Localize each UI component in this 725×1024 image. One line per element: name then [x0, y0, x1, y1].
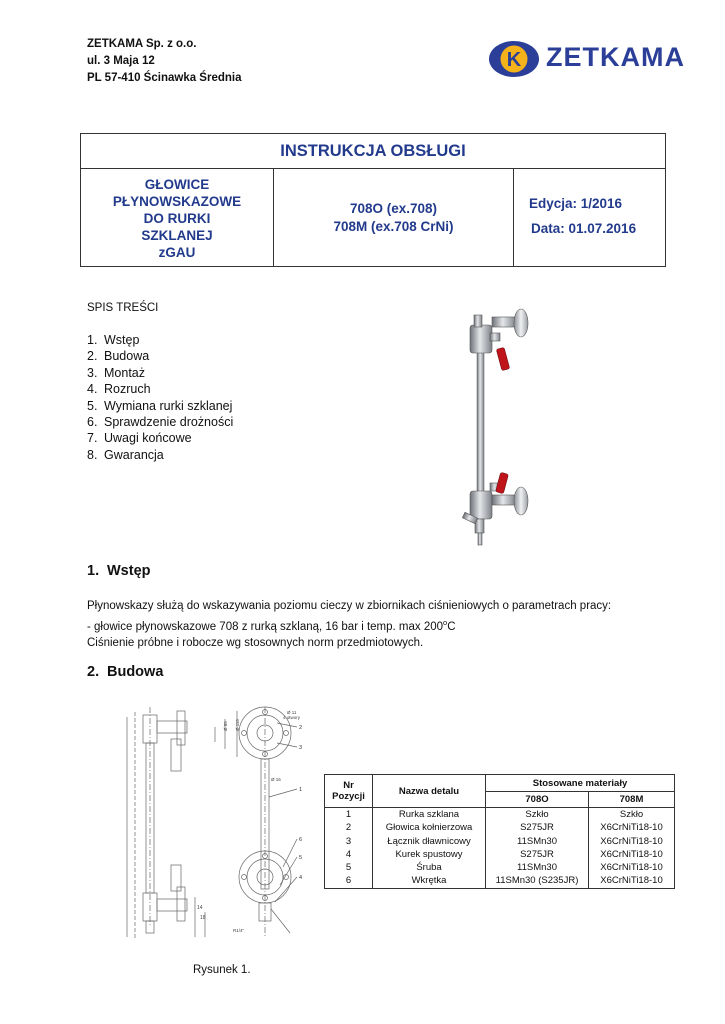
- toc-item-label: Montaż: [104, 365, 145, 380]
- section-number: 1.: [87, 563, 100, 579]
- edition-cell: [514, 169, 666, 267]
- toc-item: [87, 398, 233, 414]
- intro-paragraph: [87, 598, 611, 651]
- callout-6: 6: [299, 837, 303, 843]
- table-row: 4 Kurek spustowy S275JR X6CrNiTi18-10: [325, 848, 675, 861]
- toc-item-label: Wstęp: [104, 333, 140, 347]
- dim-18: 18: [200, 915, 206, 921]
- document-header: [80, 133, 666, 267]
- dim-hole-diameter: Ø 11: [287, 710, 297, 715]
- section-title: Budowa: [107, 664, 164, 680]
- column-header-708m: 708M: [589, 792, 675, 808]
- toc-item-number: 6.: [87, 415, 98, 430]
- model-cell: [274, 169, 514, 267]
- toc-item-number: 5.: [87, 398, 98, 413]
- logo-letter: K: [506, 49, 522, 71]
- callout-2: 2: [299, 725, 303, 731]
- product-line: zGAU: [158, 244, 196, 260]
- figure-caption: Rysunek 1.: [193, 964, 251, 976]
- toc-item-label: Budowa: [104, 349, 150, 364]
- callout-3: 3: [299, 745, 303, 751]
- toc-item-number: 7.: [87, 431, 98, 446]
- column-header-nr: Nr Pozycji: [325, 775, 373, 808]
- column-header-708o: 708O: [486, 792, 589, 808]
- column-header-name: Nazwa detalu: [373, 775, 486, 808]
- dim-flange: Ø 115: [235, 719, 240, 731]
- dim-bolt-circle: Ø 85: [223, 721, 228, 731]
- toc-item: [87, 348, 233, 364]
- product-line: DO RURKI: [143, 210, 211, 226]
- section-number: 2.: [87, 664, 100, 680]
- toc-item: [87, 414, 233, 430]
- toc-item-number: 8.: [87, 447, 98, 462]
- table-row: 2 Głowica kołnierzowa S275JR X6CrNiTi18-10: [325, 821, 675, 834]
- callout-1: 1: [299, 787, 303, 793]
- toc-item: [87, 365, 233, 381]
- zetkama-logo: [488, 40, 693, 78]
- toc-item-number: 1.: [87, 333, 98, 347]
- product-line: PŁYNOWSKAZOWE: [112, 193, 242, 209]
- company-address: [87, 36, 241, 87]
- toc-item: [87, 430, 233, 446]
- toc-title: SPIS TREŚCI: [87, 302, 159, 314]
- company-name: ZETKAMA Sp. z o.o.: [87, 38, 197, 50]
- dim-thread: R1/4": [233, 928, 245, 933]
- toc-item: [87, 332, 233, 348]
- logo-text: ZETKAMA: [546, 42, 685, 72]
- table-of-contents: [87, 332, 233, 463]
- product-photo: [455, 303, 545, 548]
- toc-item-label: Sprawdzenie drożności: [104, 415, 234, 430]
- technical-drawing: [115, 697, 315, 947]
- section-heading-intro: [87, 563, 151, 579]
- toc-item-number: 2.: [87, 349, 98, 364]
- callout-4: 4: [299, 875, 303, 881]
- column-header-materials: Stosowane materiały: [486, 775, 675, 792]
- intro-line: Płynowskazy służą do wskazywania poziomu cieczy w zbiornikach ciśnieniowych o parametrach pracy:: [87, 600, 612, 612]
- toc-item-label: Gwarancja: [104, 447, 164, 462]
- toc-item-number: 3.: [87, 365, 98, 380]
- dim-tube: Ø 16: [271, 777, 281, 782]
- company-street: ul. 3 Maja 12: [87, 55, 155, 67]
- document-title: INSTRUKCJA OBSŁUGI: [81, 134, 665, 169]
- section-heading-construction: [87, 664, 163, 680]
- edition-text: Edycja: 1/2016: [529, 196, 623, 211]
- table-row: 6 Wkrętka 11SMn30 (S235JR) X6CrNiTi18-10: [325, 874, 675, 888]
- toc-item: [87, 381, 233, 397]
- table-row: 3 Łącznik dławnicowy 11SMn30 X6CrNiTi18-10: [325, 835, 675, 848]
- toc-item-label: Wymiana rurki szklanej: [104, 398, 233, 413]
- table-row: 5 Śruba 11SMn30 X6CrNiTi18-10: [325, 861, 675, 874]
- holes-note: 4 otwory: [283, 715, 301, 720]
- dim-14: 14: [197, 905, 203, 911]
- toc-item: [87, 447, 233, 463]
- materials-table: [324, 774, 675, 889]
- section-title: Wstęp: [107, 563, 151, 579]
- product-name-cell: [81, 169, 274, 267]
- product-line: SZKLANEJ: [141, 227, 213, 243]
- product-line: GŁOWICE: [144, 176, 210, 192]
- company-city: PL 57-410 Ścinawka Średnia: [87, 72, 242, 84]
- logo-emblem-icon: [488, 40, 540, 78]
- model-line: 708O (ex.708): [349, 201, 438, 216]
- toc-item-number: 4.: [87, 382, 98, 397]
- toc-item-label: Rozruch: [104, 382, 151, 397]
- callout-5: 5: [299, 855, 303, 861]
- intro-line: Ciśnienie próbne i robocze wg stosownych norm przedmiotowych.: [87, 636, 424, 649]
- model-line: 708M (ex.708 CrNi): [333, 219, 454, 234]
- intro-line: - głowice płynowskazowe 708 z rurką szklaną, 16 bar i temp. max 200$^o$C: [87, 617, 456, 633]
- table-row: 1 Rurka szklana Szkło Szkło: [325, 808, 675, 822]
- toc-item-label: Uwagi końcowe: [104, 431, 192, 446]
- date-text: Data: 01.07.2016: [531, 221, 637, 236]
